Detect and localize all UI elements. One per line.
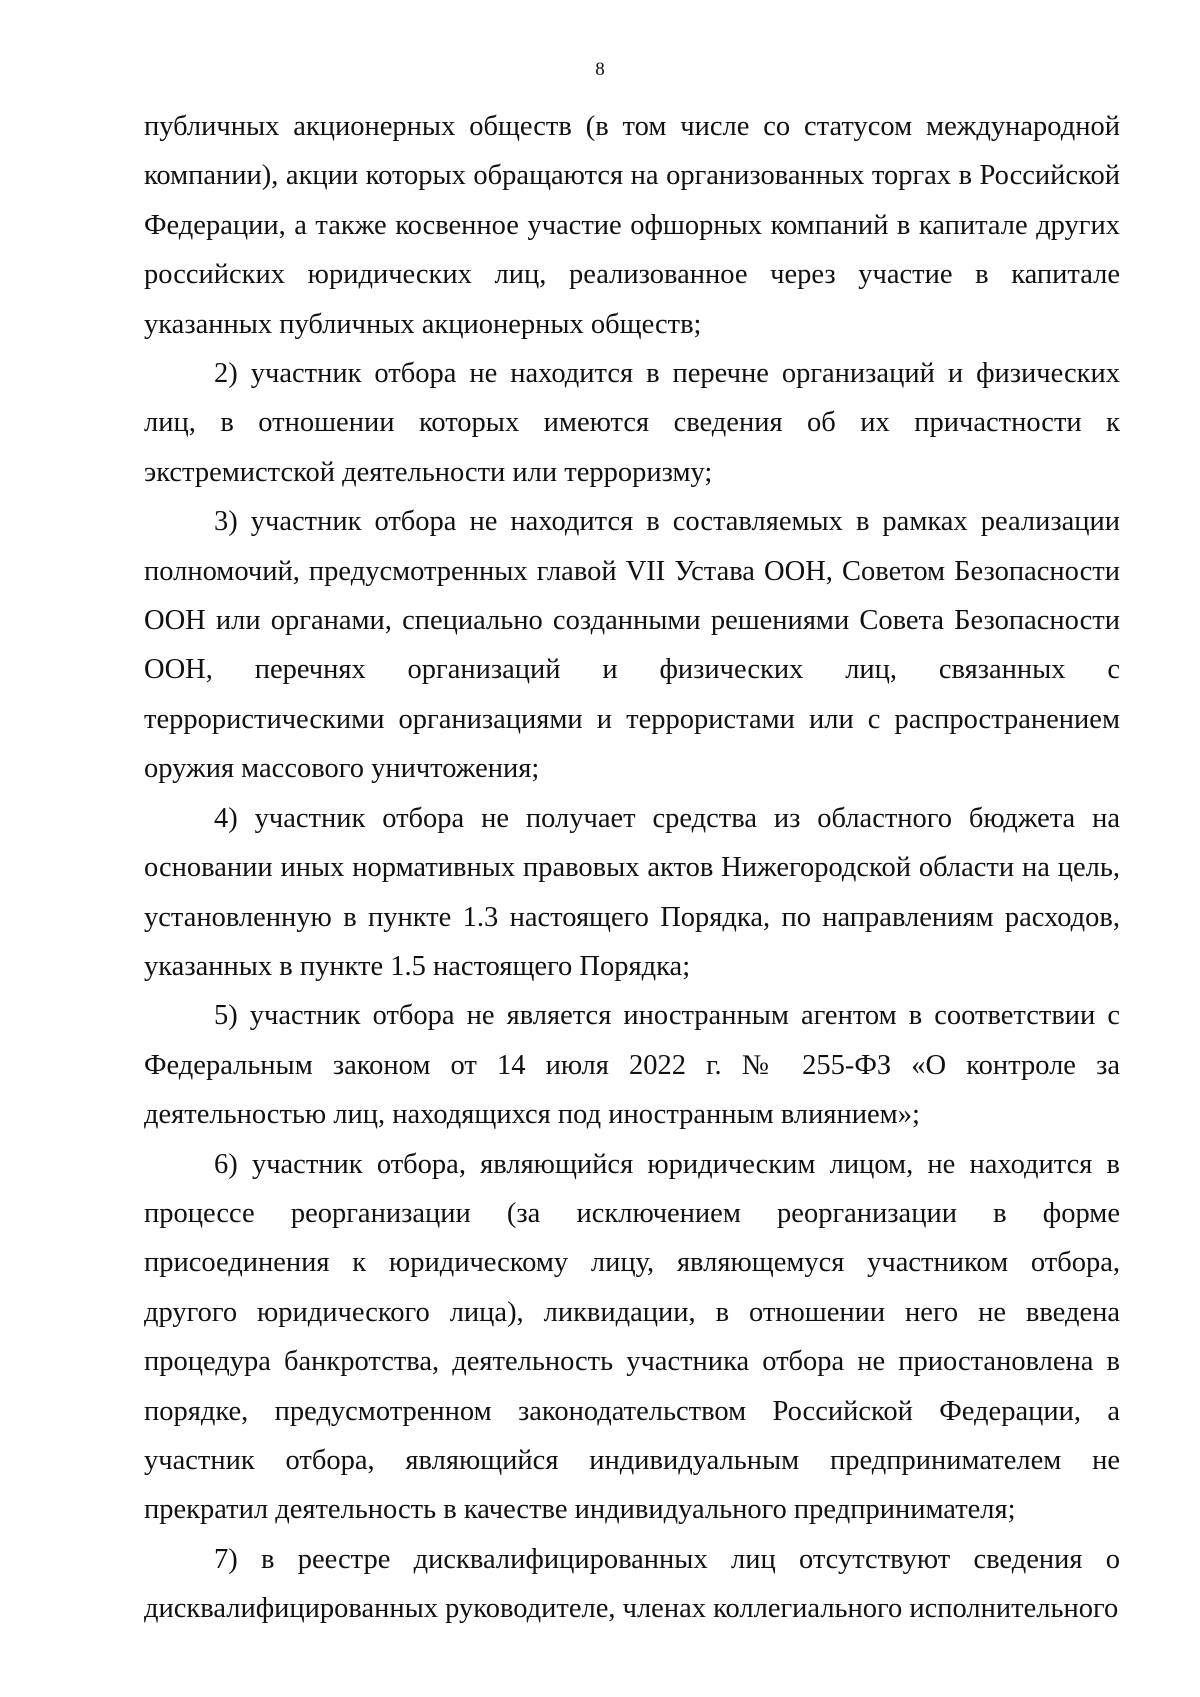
paragraph-item-6: 6) участник отбора, являющийся юридическим лицом, не находится в процессе реорганизации (за исключением реорганизации в форме присоединения к юридическому лицу, являющемуся участником отбора, другого юридического лица), ликвидации, в отношении него не введена процедура банкротства, деятельность участника отбора не приостановлена в порядке, предусмотренном законодательством Российской Федерации, а участник отбора, являющийся индивидуальным предпринимателем не прекратил деятельность в качестве индивидуального предпринимателя; [144, 1148, 1120, 1526]
paragraph-item-3: 3) участник отбора не находится в составляемых в рамках реализации полномочий, предусмотренных главой VII Устава ООН, Советом Безопасности ООН или органами, специально созданными решениями Совета Безопасности ООН, перечнях организаций и физических лиц, связанных с террористическими организациями и террористами или с распространением оружия массового уничтожения; [144, 506, 1120, 785]
paragraph-item-2: 2) участник отбора не находится в перечне организаций и физических лиц, в отношении которых имеются сведения об их причастности к экстремистской деятельности или терроризму; [144, 358, 1120, 488]
document-body [144, 102, 1120, 1634]
page-number: 8 [595, 59, 605, 80]
paragraph-item-4: 4) участник отбора не получает средства из областного бюджета на основании иных нормативных правовых актов Нижегородской области на цель, установленную в пункте 1.3 настоящего Порядка, по направлениям расходов, указанных в пункте 1.5 настоящего Порядка; [144, 802, 1120, 982]
paragraph-continuation: публичных акционерных обществ (в том числе со статусом международной компании), акции которых обращаются на организованных торгах в Российской Федерации, а также косвенное участие офшорных компаний в капитале других российских юридических лиц, реализованное через участие в капитале указанных публичных акционерных обществ; [144, 111, 1120, 340]
paragraph-item-7: 7) в реестре дисквалифицированных лиц отсутствуют сведения о дисквалифицированных руководителе, членах коллегиального исполнительного [144, 1543, 1120, 1625]
paragraph-item-5: 5) участник отбора не является иностранным агентом в соответствии с Федеральным законом от 14 июля 2022 г. № 255-ФЗ «О контроле за деятельностью лиц, находящихся под иностранным влиянием»; [144, 1000, 1120, 1131]
